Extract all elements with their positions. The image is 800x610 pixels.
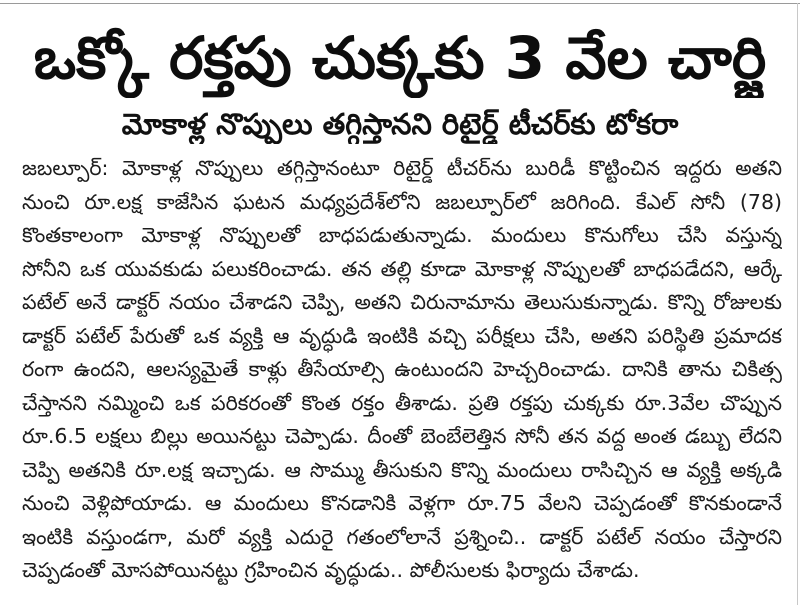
body-line: చెప్పి అతనికి రూ.లక్ష ఇచ్చాడు. ఆ సొమ్ము తీసుకుని కొన్ని మందులు రాసిచ్చిన ఆ వ్యక్తి అక్కడి xyxy=(22,457,782,482)
body-line: జబల్పూర్: మోకాళ్ల నొప్పులు తగ్గిస్తానంటూ రిటైర్డ్ టీచర్‌ను బురిడీ కొట్టించిన ఇద్దరు అతని xyxy=(22,156,782,180)
top-divider xyxy=(0,3,800,4)
subheadline: మోకాళ్ల నొప్పులు తగ్గిస్తానని రిటైర్డ్ టీచర్‌కు టోకరా xyxy=(121,107,679,141)
body-line: చెప్పడంతో మోసపోయినట్టు గ్రహించిన వృద్ధుడు.. పోలీసులకు ఫిర్యాదు చేశాడు. xyxy=(22,558,640,582)
article-body xyxy=(22,152,782,592)
body-line: నుంచి వెళ్లిపోయాడు. ఆ మందులు కొనడానికి వెళ్లగా రూ.75 వేలని చెప్పడంతో కొనకుండానే xyxy=(22,491,782,515)
headline: ఒక్కో రక్తపు చుక్కకు 3 వేల చార్జి xyxy=(33,24,767,92)
body-line: నుంచి రూ.లక్ష కాజేసిన ఘటన మధ్యప్రదేశ్‌లోని జబల్పూర్‌లో జరిగింది. కేఎల్ సోనీ (78) xyxy=(22,189,782,214)
right-divider xyxy=(797,3,798,605)
body-line: రూ.6.5 లక్షలు బిల్లు అయినట్టు చెప్పాడు. దీంతో బెంబేలెత్తిన సోనీ తన వద్ద అంత డబ్బు లేదని xyxy=(22,424,782,448)
body-line: చేస్తానని నమ్మించి ఒక పరికరంతో కొంత రక్తం తీశాడు. ప్రతి రక్తపు చుక్కకు రూ.3వేల చొప్పున xyxy=(22,390,782,415)
body-line: కొంతకాలంగా మోకాళ్ల నొప్పులతో బాధపడుతున్నాడు. మందులు కొనుగోలు చేసి వస్తున్న xyxy=(22,223,782,247)
body-line: డాక్టర్ పటేల్ పేరుతో ఒక వ్యక్తి ఆ వృద్ధుడి ఇంటికి వచ్చి పరీక్షలు చేసి, అతని పరిస్థితి ప్రమాదక xyxy=(22,323,782,348)
body-line: ఇంటికి వస్తుండగా, మరో వ్యక్తి ఎదురై గతంలోలానే ప్రశ్నించి.. డాక్టర్ పటేల్ నయం చేస్తారని xyxy=(22,524,782,549)
body-line: రంగా ఉందని, ఆలస్యమైతే కాళ్లు తీసేయాల్సి ఉంటుందని హెచ్చరించాడు. దానికి తాను చికిత్స xyxy=(22,357,782,381)
body-line: సోనీని ఒక యువకుడు పలుకరించాడు. తన తల్లి కూడా మోకాళ్ల నొప్పులతో బాధపడేదని, ఆర్కే xyxy=(22,256,782,281)
body-line: పటేల్ అనే డాక్టర్ నయం చేశాడని చెప్పి, అతని చిరునామాను తెలుసుకున్నాడు. కొన్ని రోజులకు xyxy=(22,290,782,314)
